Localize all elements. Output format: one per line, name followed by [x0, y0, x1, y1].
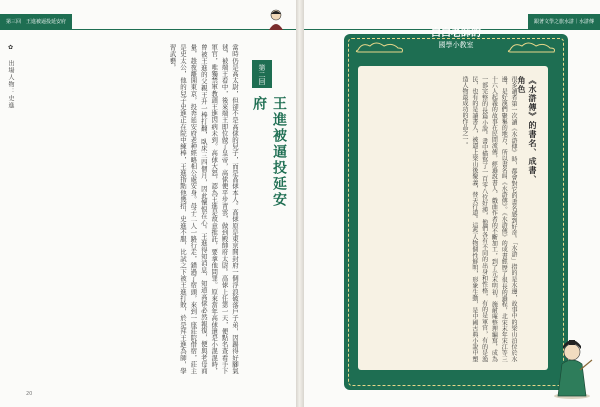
left-header-rule	[0, 29, 296, 30]
chapter-body-text: 當時仍是高太尉，但卻不是高俅的兒子，而是高俅本人。高俅原是東京開封府一個浮浪破落戶子弟，因踢得好腳氣毬，被端王看中，後來端王即位做了皇帝，高俅便平步青雲，做到殿帥府太尉。高俅上任第一天，便點名查看手下軍官，唯獨禁軍教頭王進因病未到。高俅大怒，認為王進是故意推託，要拿他問罪。原來當年高俅還是小混混時，曾被王進的父親王升一棒打翻，臥床三四個月，因此懷恨在心。王進得知消息，知道高俅必然報復，便與老母商量，趁夜離開東京，投奔延安府老种經略相公處安身。母子二人一路行走，錯過了宿頭，來到一座莊院借宿，莊主是史太公，他的兒子史進正在院中練棒，王進指點他幾招，史進不服，比試之下被王進打敗，於是拜王進為師，學習武藝。	[168, 44, 239, 374]
panel-card	[358, 66, 548, 370]
side-note-characters: ✿ 出場人物：史進	[7, 44, 14, 109]
panel-header	[396, 28, 516, 54]
character-portrait-icon	[266, 8, 286, 30]
panel-title: 白白老師的	[431, 28, 481, 39]
panel-subtitle: 國學小教室	[438, 41, 474, 49]
chapter-label: 第二回	[252, 60, 272, 88]
left-page-number: 20	[26, 391, 33, 397]
left-header-tab: 第三回 王進被逼投延安府	[0, 14, 72, 30]
scholar-illustration-icon	[548, 330, 596, 400]
chapter-title: 王進被逼投延安府	[251, 96, 287, 208]
book-gutter	[296, 0, 304, 407]
panel-card-text: 很多讀者第一次讀《水滸傳》時，都會對它的書名感到好奇。「水滸」指的是水邊，故事中的梁山泊位於水邊，是好漢們聚集的地方，所以書名叫《水滸傳》。《水滸傳》的成書經歷了很長的過程，北宋末年宋江等三十六人起義的故事在民間流傳，經過說書人、戲曲作者的不斷加工，到了元末明初，施耐庵整理編寫，成為一部完整的長篇小說。書中描寫了一百零八位好漢，他們各有不同的出身和性格，有的是軍官，有的是漁民，也有的是讀書人，被逼上梁山後聚義，替天行道。這些人物個性鮮明，形象生動，是中國古典小說中塑造人物最成功的作品之一。	[461, 76, 517, 362]
right-header-tab: 跟著文學之旅水滸｜水滸傳	[528, 14, 600, 30]
classroom-panel	[344, 28, 568, 390]
panel-card-title: 《水滸傳》的書名、成書、角色	[517, 76, 537, 184]
left-page	[0, 0, 297, 407]
